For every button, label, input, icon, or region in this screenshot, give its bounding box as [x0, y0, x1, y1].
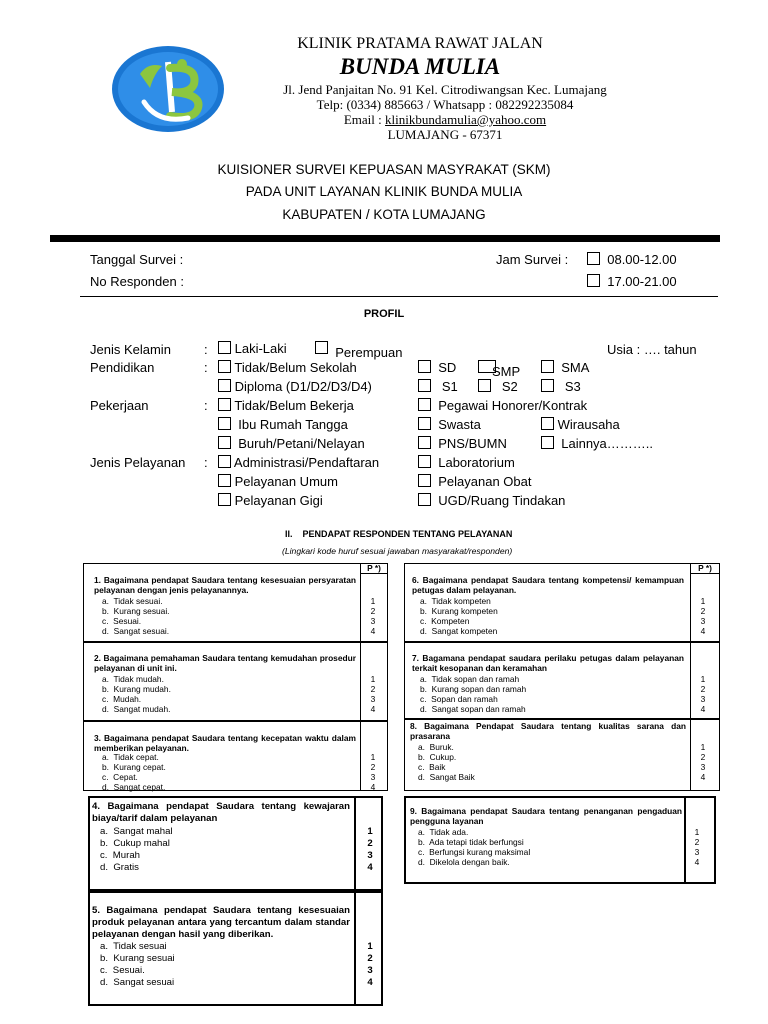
- question-text: 2. Bagaimana pemahaman Saudara tentang kemudahan prosedur pelayanan di unit ini.: [94, 653, 356, 673]
- job-housewife[interactable]: [218, 417, 348, 432]
- answer-code[interactable]: 4: [370, 704, 376, 714]
- answer-option[interactable]: a. Tidak mudah.: [102, 674, 164, 684]
- answer-option[interactable]: b. Kurang sopan dan ramah: [420, 684, 527, 694]
- answer-option[interactable]: c. Baik: [418, 762, 446, 772]
- answer-code[interactable]: 3: [700, 616, 706, 626]
- section2-subtitle: (Lingkari kode huruf sesuai jawaban masyarakat/responden): [282, 546, 513, 556]
- edu-none[interactable]: [218, 360, 357, 375]
- checkbox[interactable]: [418, 436, 431, 449]
- edu-s2[interactable]: [478, 379, 518, 394]
- date-label: Tanggal Survei :: [90, 252, 184, 267]
- svc-lab-label: Laboratorium: [438, 455, 515, 470]
- question-text: 7. Bagamana pendapat saudara perilaku petugas dalam pelayanan terkait kesopanan dan keramahan: [412, 653, 684, 673]
- answer-option[interactable]: b. Kurang kompeten: [420, 606, 498, 616]
- edu-diploma[interactable]: [218, 379, 372, 394]
- colon: :: [204, 342, 208, 357]
- answer-code[interactable]: 4: [370, 626, 376, 636]
- checkbox[interactable]: [541, 417, 554, 430]
- answer-code[interactable]: 3: [367, 850, 373, 861]
- answer-code[interactable]: 4: [700, 626, 706, 636]
- clinic-email-line: [230, 112, 660, 128]
- svc-admin[interactable]: [218, 455, 379, 470]
- checkbox[interactable]: [218, 474, 231, 487]
- checkbox[interactable]: [418, 493, 431, 506]
- column-divider: [684, 796, 686, 884]
- answer-code[interactable]: 2: [370, 606, 376, 616]
- answer-code[interactable]: 1: [700, 674, 706, 684]
- job-housewife-label: Ibu Rumah Tangga: [238, 417, 348, 432]
- answer-option[interactable]: d. Sangat kompeten: [420, 626, 498, 636]
- checkbox[interactable]: [541, 436, 554, 449]
- answer-code[interactable]: 2: [700, 684, 706, 694]
- edu-s3[interactable]: [541, 379, 581, 394]
- answer-option[interactable]: a. Buruk.: [418, 742, 454, 752]
- edu-s2-label: S2: [501, 379, 518, 394]
- checkbox[interactable]: [418, 379, 431, 392]
- p-header: P *): [698, 563, 712, 573]
- answer-option[interactable]: b. Kurang cepat.: [102, 762, 166, 772]
- p-header: P *): [367, 563, 381, 573]
- answer-code[interactable]: 3: [700, 762, 706, 772]
- answer-code[interactable]: 2: [367, 838, 373, 849]
- colon: :: [204, 455, 208, 470]
- clinic-logo: [110, 44, 226, 134]
- clinic-city: LUMAJANG - 67371: [387, 127, 503, 142]
- checkbox[interactable]: [418, 417, 431, 430]
- column-divider: [354, 796, 356, 1006]
- checkbox[interactable]: [418, 398, 431, 411]
- checkbox[interactable]: [587, 252, 600, 265]
- answer-code[interactable]: 1: [700, 596, 706, 606]
- svc-general-label: Pelayanan Umum: [234, 474, 338, 489]
- checkbox[interactable]: [541, 360, 554, 373]
- answer-code[interactable]: 4: [700, 704, 706, 714]
- answer-option[interactable]: d. Sangat Baik: [418, 772, 475, 782]
- svc-admin-label: Administrasi/Pendaftaran: [233, 455, 380, 470]
- job-label: Pekerjaan: [90, 398, 149, 413]
- job-private-label: Swasta: [438, 417, 481, 432]
- checkbox[interactable]: [218, 493, 231, 506]
- gender-label: Jenis Kelamin: [90, 342, 171, 357]
- job-honorer-label: Pegawai Honorer/Kontrak: [438, 398, 588, 413]
- job-labor-label: Buruh/Petani/Nelayan: [238, 436, 365, 451]
- checkbox[interactable]: [218, 379, 231, 392]
- answer-option[interactable]: b. Kurang sesuai: [100, 953, 175, 964]
- answer-code[interactable]: 2: [367, 953, 373, 964]
- question-text: 9. Bagaimana pendapat Saudara tentang penanganan pengaduan pengguna layanan: [410, 806, 682, 826]
- answer-code[interactable]: 3: [700, 694, 706, 704]
- answer-option[interactable]: b. Ada tetapi tidak berfungsi: [418, 837, 524, 847]
- svc-dental[interactable]: [218, 493, 323, 508]
- checkbox[interactable]: [418, 360, 431, 373]
- checkbox[interactable]: [418, 455, 431, 468]
- answer-code[interactable]: 2: [700, 606, 706, 616]
- answer-code[interactable]: 1: [370, 674, 376, 684]
- answer-code[interactable]: 4: [370, 782, 376, 792]
- header-rule: [50, 235, 720, 242]
- checkbox[interactable]: [218, 341, 231, 354]
- question-text: 3. Bagaimana pendapat Saudara tentang kecepatan waktu dalam memberikan pelayanan.: [94, 733, 356, 753]
- edu-smp[interactable]: [478, 360, 520, 379]
- section2-title: II. PENDAPAT RESPONDEN TENTANG PELAYANAN: [285, 529, 513, 539]
- answer-option[interactable]: d. Sangat sopan dan ramah: [420, 704, 526, 714]
- question-text: 5. Bagaimana pendapat Saudara tentang kesesuaian produk pelayanan antara yang tercantum dalam standar pelayanan dengan hasil yang diberikan.: [92, 905, 350, 940]
- answer-option[interactable]: d. Sangat mudah.: [102, 704, 171, 714]
- answer-option[interactable]: a. Sangat mahal: [100, 826, 173, 837]
- answer-option[interactable]: a. Tidak cepat.: [102, 752, 159, 762]
- email-label: Email :: [343, 112, 386, 127]
- job-none-label: Tidak/Belum Bekerja: [234, 398, 354, 413]
- job-pns-label: PNS/BUMN: [438, 436, 507, 451]
- svc-general[interactable]: [218, 474, 338, 489]
- answer-option[interactable]: d. Sangat cepat.: [102, 782, 166, 792]
- survey-title-2: PADA UNIT LAYANAN KLINIK BUNDA MULIA: [245, 184, 523, 199]
- service-label: Jenis Pelayanan: [90, 455, 186, 470]
- answer-option[interactable]: b. Kurang sesuai.: [102, 606, 170, 616]
- answer-option[interactable]: c. Sopan dan ramah: [420, 694, 498, 704]
- time-option-2[interactable]: [587, 274, 677, 289]
- svc-dental-label: Pelayanan Gigi: [234, 493, 323, 508]
- job-honorer[interactable]: [418, 398, 587, 413]
- answer-option[interactable]: b. Cukup mahal: [100, 838, 170, 849]
- answer-code[interactable]: 1: [367, 826, 373, 837]
- answer-option[interactable]: c. Mudah.: [102, 694, 142, 704]
- answer-code[interactable]: 1: [694, 827, 700, 837]
- checkbox[interactable]: [315, 341, 328, 354]
- answer-code[interactable]: 3: [694, 847, 700, 857]
- answer-option[interactable]: d. Sangat sesuai.: [102, 626, 170, 636]
- clinic-brand: BUNDA MULIA: [339, 54, 501, 79]
- checkbox[interactable]: [541, 379, 554, 392]
- clinic-phone: Telp: (0334) 885663 / Whatsapp : 082292235084: [316, 97, 574, 112]
- gender-female-label: Perempuan: [335, 345, 403, 360]
- time-option-1[interactable]: [587, 252, 677, 267]
- edu-sd-label: SD: [438, 360, 457, 375]
- edu-sma[interactable]: [541, 360, 589, 375]
- answer-option[interactable]: a. Tidak sopan dan ramah: [420, 674, 520, 684]
- svc-emergency-label: UGD/Ruang Tindakan: [438, 493, 566, 508]
- edu-s3-label: S3: [564, 379, 581, 394]
- job-none[interactable]: [218, 398, 354, 413]
- time-label: Jam Survei :: [496, 252, 569, 267]
- answer-option[interactable]: a. Tidak sesuai.: [102, 596, 163, 606]
- svc-emergency[interactable]: [418, 493, 565, 508]
- respondent-label: No Responden :: [90, 274, 184, 289]
- gender-male-label: Laki-Laki: [234, 341, 287, 356]
- time-option-1-label: 08.00-12.00: [607, 252, 677, 267]
- answer-option[interactable]: d. Dikelola dengan baik.: [418, 857, 510, 867]
- column-divider: [690, 563, 691, 791]
- colon: :: [204, 398, 208, 413]
- answer-code[interactable]: 4: [700, 772, 706, 782]
- checkbox[interactable]: [218, 417, 231, 430]
- checkbox[interactable]: [478, 379, 491, 392]
- answer-code[interactable]: 3: [370, 616, 376, 626]
- answer-option[interactable]: c. Berfungsi kurang maksimal: [418, 847, 531, 857]
- svc-pharmacy[interactable]: [418, 474, 531, 489]
- answer-code[interactable]: 2: [370, 762, 376, 772]
- job-pns[interactable]: [418, 436, 507, 451]
- job-other-label: Lainnya………..: [561, 436, 653, 451]
- p-header-line: [360, 573, 388, 574]
- checkbox[interactable]: [587, 274, 600, 287]
- question-text: 4. Bagaimana pendapat Saudara tentang kewajaran biaya/tarif dalam pelayanan: [92, 801, 350, 824]
- gender-female[interactable]: [315, 341, 402, 360]
- colon: :: [204, 360, 208, 375]
- answer-code[interactable]: 4: [367, 977, 373, 988]
- clinic-name: KLINIK PRATAMA RAWAT JALAN: [297, 35, 543, 52]
- answer-option[interactable]: d. Gratis: [100, 862, 139, 873]
- answer-code[interactable]: 1: [700, 742, 706, 752]
- job-labor[interactable]: [218, 436, 365, 451]
- svc-pharmacy-label: Pelayanan Obat: [438, 474, 532, 489]
- info-rule: [80, 296, 718, 297]
- answer-code[interactable]: 1: [370, 596, 376, 606]
- answer-code[interactable]: 2: [370, 684, 376, 694]
- checkbox[interactable]: [418, 474, 431, 487]
- answer-code[interactable]: 3: [370, 694, 376, 704]
- answer-code[interactable]: 1: [367, 941, 373, 952]
- answer-option[interactable]: b. Cukup.: [418, 752, 457, 762]
- answer-option[interactable]: a. Tidak sesuai: [100, 941, 167, 952]
- answer-option[interactable]: c. Sesuai.: [102, 616, 142, 626]
- answer-option[interactable]: d. Sangat sesuai: [100, 977, 175, 988]
- edu-s1-label: S1: [441, 379, 458, 394]
- answer-code[interactable]: 3: [367, 965, 373, 976]
- education-label: Pendidikan: [90, 360, 155, 375]
- question-text: 6. Bagaimana pendapat Saudara tentang kompetensi/ kemampuan petugas dalam pelayanan.: [412, 575, 684, 595]
- answer-option[interactable]: a. Tidak ada.: [418, 827, 469, 837]
- edu-smp-label: SMP: [492, 364, 521, 379]
- survey-title-3: KABUPATEN / KOTA LUMAJANG: [282, 207, 486, 222]
- gender-male[interactable]: [218, 341, 287, 356]
- survey-title-1: KUISIONER SURVEI KEPUASAN MASYRAKAT (SKM): [217, 162, 551, 177]
- edu-sma-label: SMA: [561, 360, 590, 375]
- svc-lab[interactable]: [418, 455, 515, 470]
- edu-diploma-label: Diploma (D1/D2/D3/D4): [234, 379, 372, 394]
- job-other[interactable]: [541, 436, 653, 451]
- job-entrepreneur-label: Wirausaha: [557, 417, 620, 432]
- answer-option[interactable]: c. Sesuai.: [100, 965, 145, 976]
- checkbox[interactable]: [218, 455, 231, 468]
- answer-code[interactable]: 2: [700, 752, 706, 762]
- checkbox[interactable]: [218, 436, 231, 449]
- job-private[interactable]: [418, 417, 481, 432]
- age-text: Usia : …. tahun: [607, 342, 697, 357]
- email-link[interactable]: klinikbundamulia@yahoo.com: [385, 112, 547, 127]
- job-entrepreneur[interactable]: [541, 417, 620, 432]
- p-header-line: [690, 573, 720, 574]
- edu-sd[interactable]: [418, 360, 456, 375]
- answer-code[interactable]: 4: [367, 862, 373, 873]
- checkbox[interactable]: [218, 360, 231, 373]
- answer-code[interactable]: 4: [694, 857, 700, 867]
- answer-code[interactable]: 1: [370, 752, 376, 762]
- time-option-2-label: 17.00-21.00: [607, 274, 677, 289]
- answer-code[interactable]: 2: [694, 837, 700, 847]
- question-text: 8. Bagaimana Pendapat Saudara tentang kualitas sarana dan prasarana: [410, 721, 686, 741]
- column-divider: [360, 563, 361, 791]
- answer-option[interactable]: a. Tidak kompeten: [420, 596, 491, 606]
- answer-code[interactable]: 3: [370, 772, 376, 782]
- profile-heading: PROFIL: [363, 308, 405, 320]
- answer-option[interactable]: b. Kurang mudah.: [102, 684, 171, 694]
- question-text: 1. Bagaimana pendapat Saudara tentang kesesuaian persyaratan pelayanan dengan jenis pelayanannya.: [94, 575, 356, 595]
- answer-option[interactable]: c. Murah: [100, 850, 140, 861]
- checkbox[interactable]: [218, 398, 231, 411]
- answer-option[interactable]: c. Kompeten: [420, 616, 470, 626]
- clinic-address: Jl. Jend Panjaitan No. 91 Kel. Citrodiwangsan Kec. Lumajang: [283, 82, 607, 97]
- answer-option[interactable]: c. Cepat.: [102, 772, 138, 782]
- edu-none-label: Tidak/Belum Sekolah: [234, 360, 357, 375]
- edu-s1[interactable]: [418, 379, 458, 394]
